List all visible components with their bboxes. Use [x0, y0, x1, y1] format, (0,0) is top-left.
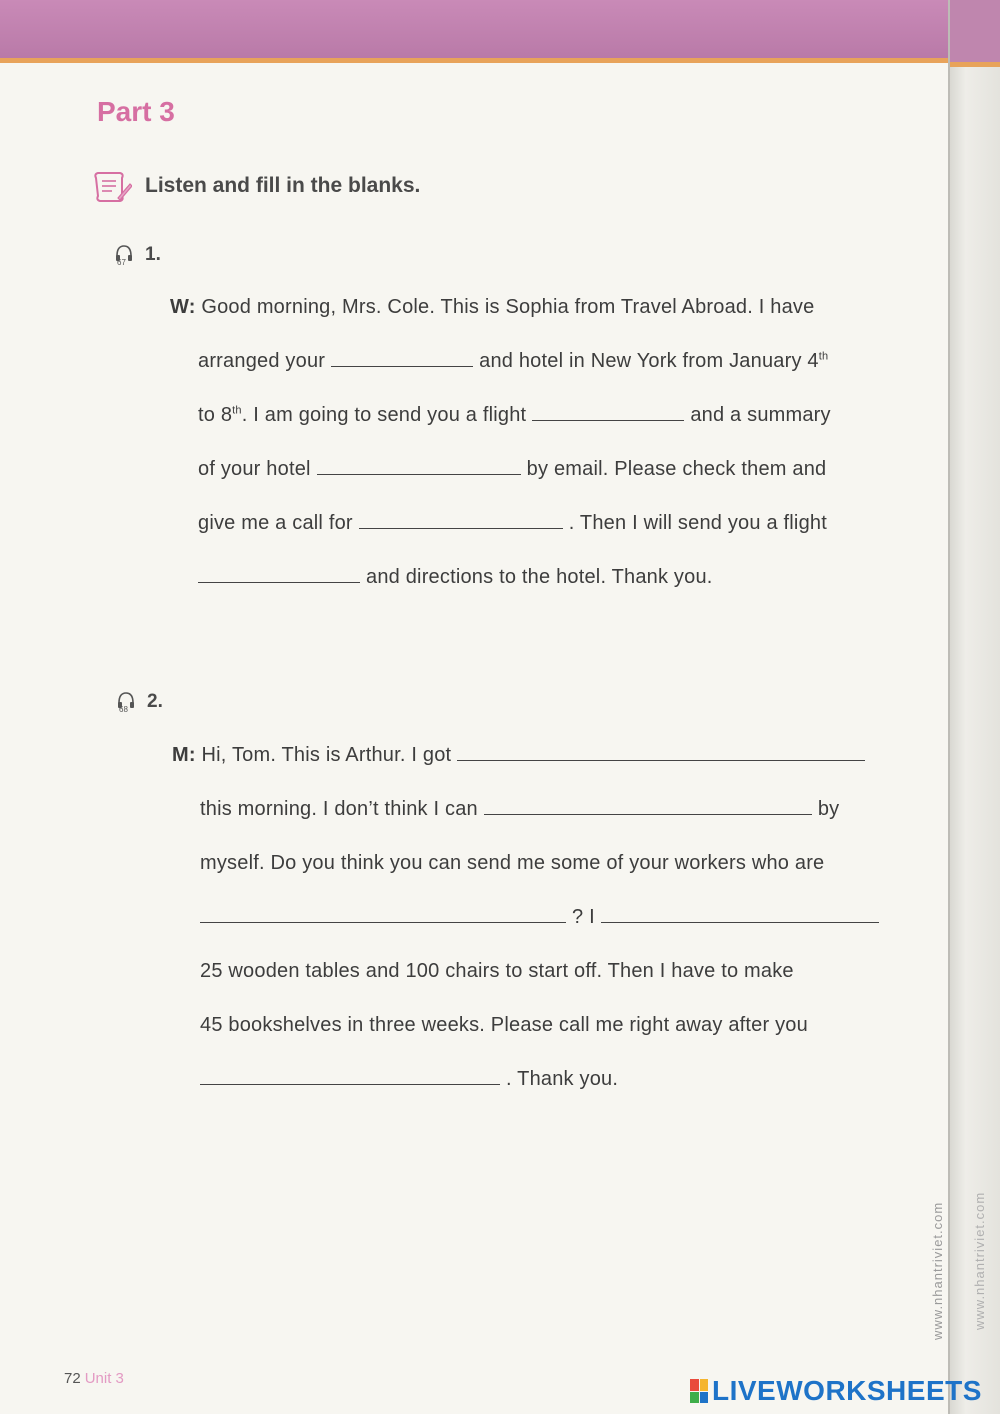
part-title: Part 3	[97, 96, 175, 127]
liveworksheets-logo-text: LIVEWORKSHEETS	[712, 1375, 982, 1406]
q1-line-3: to 8th. I am going to send you a flight and a summary	[198, 404, 831, 426]
blank-6[interactable]	[457, 759, 865, 761]
page-number: 72	[64, 1370, 81, 1387]
blank-4[interactable]	[359, 527, 563, 529]
liveworksheets-logo[interactable]	[690, 1375, 982, 1407]
blank-10[interactable]	[200, 1083, 500, 1085]
unit-label: Unit 3	[84, 1370, 124, 1387]
blank-9[interactable]	[601, 921, 879, 923]
track-number-1: 67	[117, 258, 126, 267]
q1-line-5: give me a call for . Then I will send you a flight	[198, 512, 827, 534]
q2-line-6: 45 bookshelves in three weeks. Please call me right away after you	[200, 1014, 808, 1036]
q2-line-5: 25 wooden tables and 100 chairs to start off. Then I have to make	[200, 960, 794, 982]
q2-line-4: ? I	[200, 906, 885, 929]
q1-line-4: of your hotel by email. Please check them and	[198, 458, 827, 480]
header-band	[0, 0, 960, 58]
q2-line-1: M: Hi, Tom. This is Arthur. I got	[172, 744, 871, 767]
header-stripe	[0, 58, 955, 63]
q2-line-7: . Thank you.	[200, 1068, 618, 1091]
watermark-text: www.nhantriviet.com	[930, 1201, 945, 1340]
speaker-label: M:	[172, 744, 196, 766]
blank-5[interactable]	[198, 581, 360, 583]
q1-line-1: W: Good morning, Mrs. Cole. This is Sophia from Travel Abroad. I have	[170, 296, 815, 318]
scroll-pencil-icon	[92, 170, 132, 204]
blank-7[interactable]	[484, 813, 812, 815]
q1-line-2: arranged your and hotel in New York from January 4th	[198, 350, 829, 372]
instruction-text: Listen and fill in the blanks.	[145, 174, 421, 197]
question-number-1: 1.	[145, 244, 161, 265]
blank-1[interactable]	[331, 365, 473, 367]
blank-8[interactable]	[200, 921, 566, 923]
question-number-2: 2.	[147, 691, 163, 712]
blank-3[interactable]	[317, 473, 521, 475]
q1-line-6: and directions to the hotel. Thank you.	[198, 566, 713, 589]
watermark-text-edge: www.nhantriviet.com	[972, 1191, 987, 1330]
liveworksheets-logo-icon	[690, 1379, 708, 1403]
q2-line-2: this morning. I don’t think I can by	[200, 798, 840, 820]
blank-2[interactable]	[532, 419, 684, 421]
page-footer	[64, 1370, 124, 1387]
q2-line-3: myself. Do you think you can send me some of your workers who are	[200, 852, 825, 874]
track-number-2: 68	[119, 705, 128, 714]
speaker-label: W:	[170, 296, 196, 318]
